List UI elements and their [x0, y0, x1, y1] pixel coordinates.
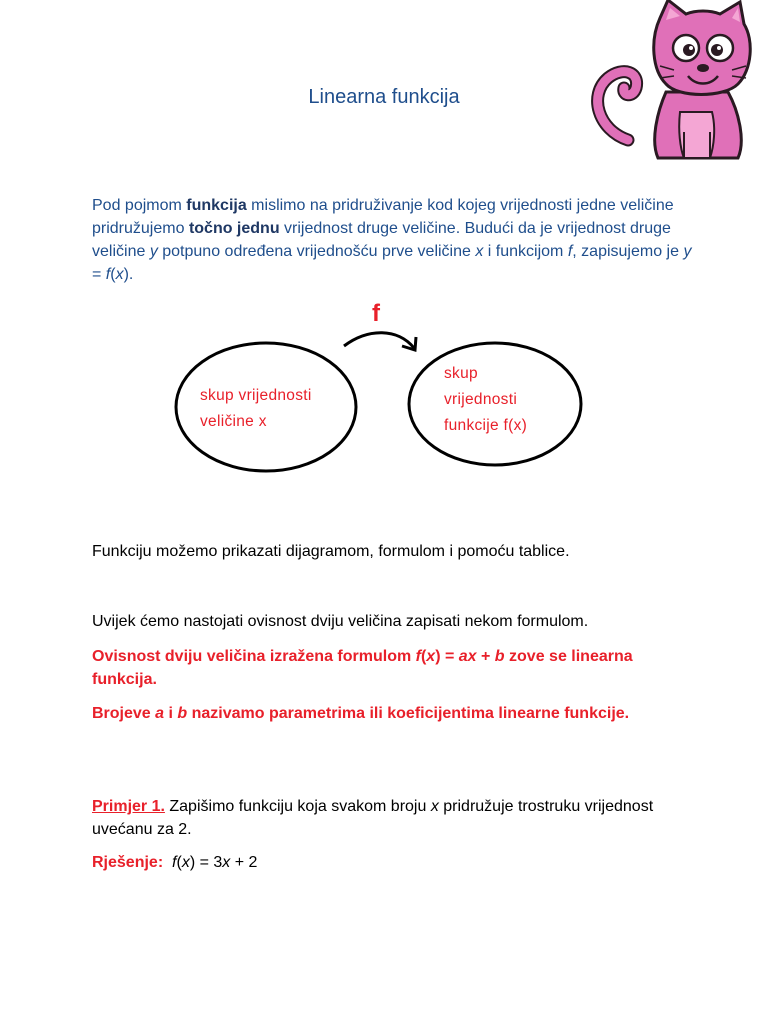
example-1: Primjer 1. Zapišimo funkciju koja svakom broju x pridružuje trostruku vrijednost uvećanu za 2.	[92, 798, 654, 838]
term-funkcija: funkcija	[186, 197, 247, 214]
page-title: Linearna funkcija	[308, 86, 460, 108]
domain-label: skup vrijednosti veličine x	[200, 387, 312, 430]
intro-paragraph: Pod pojmom funkcija mislimo na pridruživanje kod kojeg vrijednosti jedne veličine pridružujemo točno jednu vrijednost druge veličine. Budući da je vrijednost druge veličine y potpuno određena vrijednošću prve veličine x i funkcijom f, zapisujemo je y = f(x).	[92, 197, 692, 283]
solution-label: Rješenje:	[92, 854, 164, 871]
arrow-label-f: f	[372, 300, 380, 327]
solution: Rješenje: f(x) = 3x + 2	[92, 854, 258, 871]
definition-parameters: Brojeve a i b nazivamo parametrima ili koeficijentima linearne funkcije.	[92, 705, 630, 722]
cat-icon	[588, 0, 768, 165]
example-label: Primjer 1.	[92, 798, 165, 815]
term-tocno-jednu: točno jednu	[188, 220, 280, 237]
paragraph-formula: Uvijek ćemo nastojati ovisnost dviju veličina zapisati nekom formulom.	[92, 613, 589, 630]
function-diagram	[168, 300, 598, 500]
definition-linear-function: Ovisnost dviju veličina izražena formulom f(x) = ax + b zove se linearna funkcija.	[92, 648, 633, 688]
codomain-label: skup vrijednosti funkcije f(x)	[444, 365, 528, 434]
paragraph-representations: Funkciju možemo prikazati dijagramom, formulom i pomoću tablice.	[92, 543, 570, 560]
